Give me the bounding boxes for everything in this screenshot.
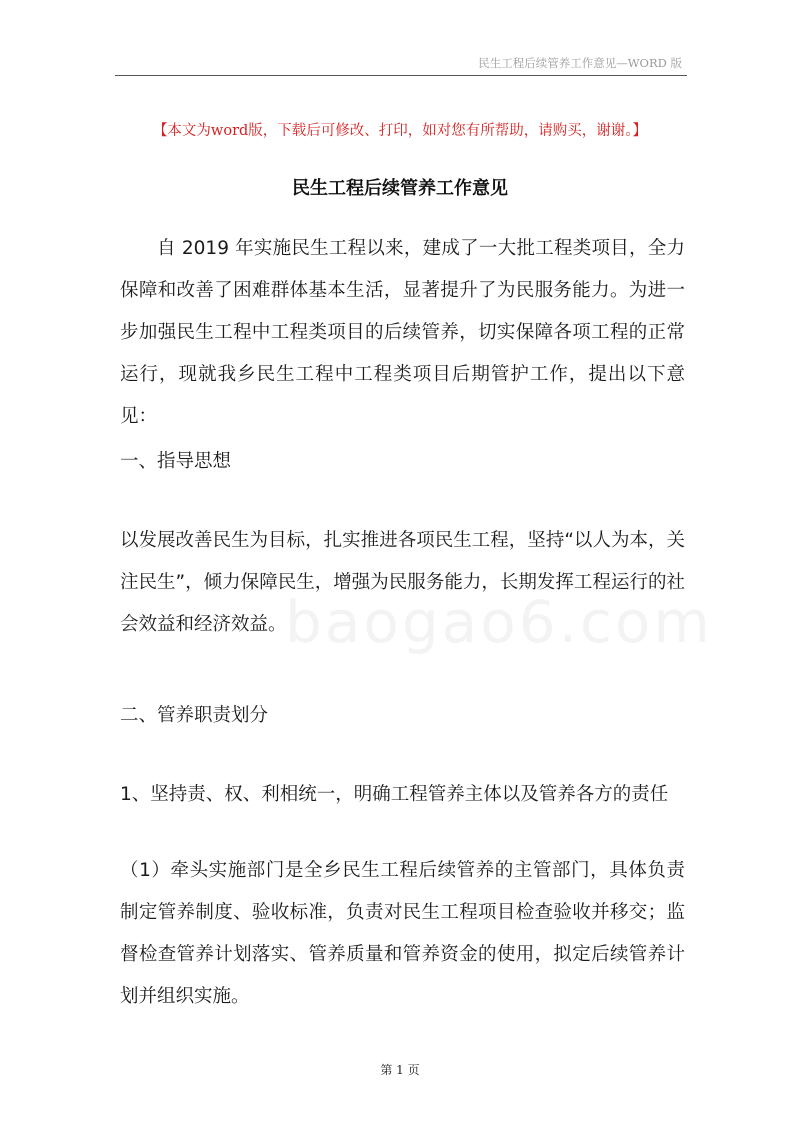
running-header: 民生工程后续管养工作意见—WORD 版: [478, 56, 682, 70]
watermark: baogao6.com: [285, 588, 713, 656]
document-title: 民生工程后续管养工作意见: [292, 178, 508, 199]
download-notice: 【本文为word版，下载后可修改、打印，如对您有所帮助，请购买，谢谢。】: [152, 123, 648, 139]
item-one-heading: 1、坚持责、权、利相统一，明确工程管养主体以及管养各方的责任: [120, 784, 669, 805]
page-number: 第 1 页: [380, 1063, 420, 1077]
intro-paragraph: 自 2019 年实施民生工程以来，建成了一大批工程类项目，全力保障和改善了困难群体基本生活，显著提升了为民服务能力。为进一步加强民生工程中工程类项目的后续管养，切实保障各项工程的正常运行，现就我乡民生工程中工程类项目后期管护工作，提出以下意见：: [120, 238, 685, 427]
header-divider: [115, 75, 687, 76]
section-two-heading: 二、管养职责划分: [120, 705, 269, 726]
section-one-paragraph: 以发展改善民生为目标，扎实推进各项民生工程，坚持“以人为本，关注民生”，倾力保障民生，增强为民服务能力，长期发挥工程运行的社会效益和经济效益。: [120, 530, 685, 635]
item-one-one-paragraph: （1）牵头实施部门是全乡民生工程后续管养的主管部门，具体负责制定管养制度、验收标准，负责对民生工程项目检查验收并移交；监督检查管养计划落实、管养质量和管养资金的使用，拟定后续管养计划并组织实施。: [120, 860, 685, 1007]
section-one-heading: 一、指导思想: [120, 451, 232, 472]
